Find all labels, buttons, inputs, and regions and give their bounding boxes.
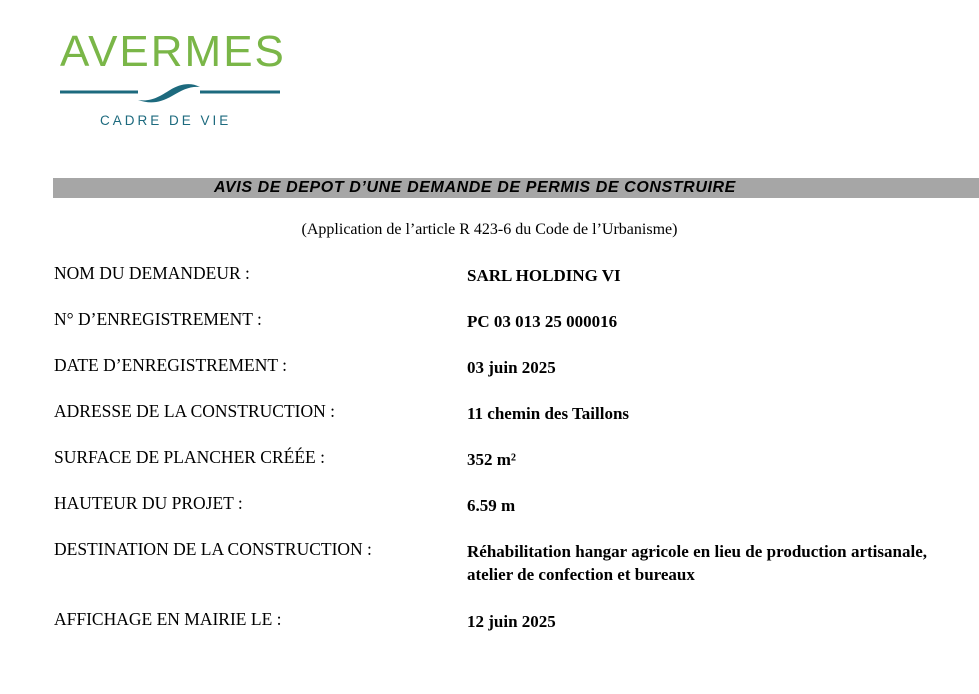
logo-wordmark: AVERMES (60, 27, 286, 76)
field-label-registration-number: N° D’ENREGISTREMENT : (54, 309, 262, 329)
field-value-destination: Réhabilitation hangar agricole en lieu de production artisanale, atelier de confection et bureaux (467, 542, 927, 584)
field-value-registration-number: PC 03 013 25 000016 (467, 312, 618, 331)
notice-subtitle: (Application de l’article R 423-6 du Code de l’Urbanisme) (301, 221, 678, 238)
field-value-posting-date: 12 juin 2025 (467, 612, 556, 631)
field-label-address: ADRESSE DE LA CONSTRUCTION : (54, 401, 335, 421)
field-label-floor-area: SURFACE DE PLANCHER CRÉÉE : (54, 447, 325, 467)
field-value-registration-date: 03 juin 2025 (467, 358, 556, 377)
field-value-floor-area: 352 m² (467, 450, 517, 469)
title-banner (53, 178, 979, 198)
notice-title: AVIS DE DEPOT D’UNE DEMANDE DE PERMIS DE CONSTRUIRE (214, 179, 736, 196)
field-label-height: HAUTEUR DU PROJET : (54, 493, 243, 513)
field-label-destination: DESTINATION DE LA CONSTRUCTION : (54, 539, 372, 559)
field-label-registration-date: DATE D’ENREGISTREMENT : (54, 355, 287, 375)
logo-tagline: CADRE DE VIE (100, 113, 232, 128)
field-value-height: 6.59 m (467, 496, 516, 515)
avermes-logo (60, 27, 286, 130)
field-value-address: 11 chemin des Taillons (467, 404, 630, 423)
field-label-applicant: NOM DU DEMANDEUR : (54, 263, 250, 283)
field-label-posting-date: AFFICHAGE EN MAIRIE LE : (54, 609, 282, 629)
field-value-applicant: SARL HOLDING VI (467, 266, 621, 285)
